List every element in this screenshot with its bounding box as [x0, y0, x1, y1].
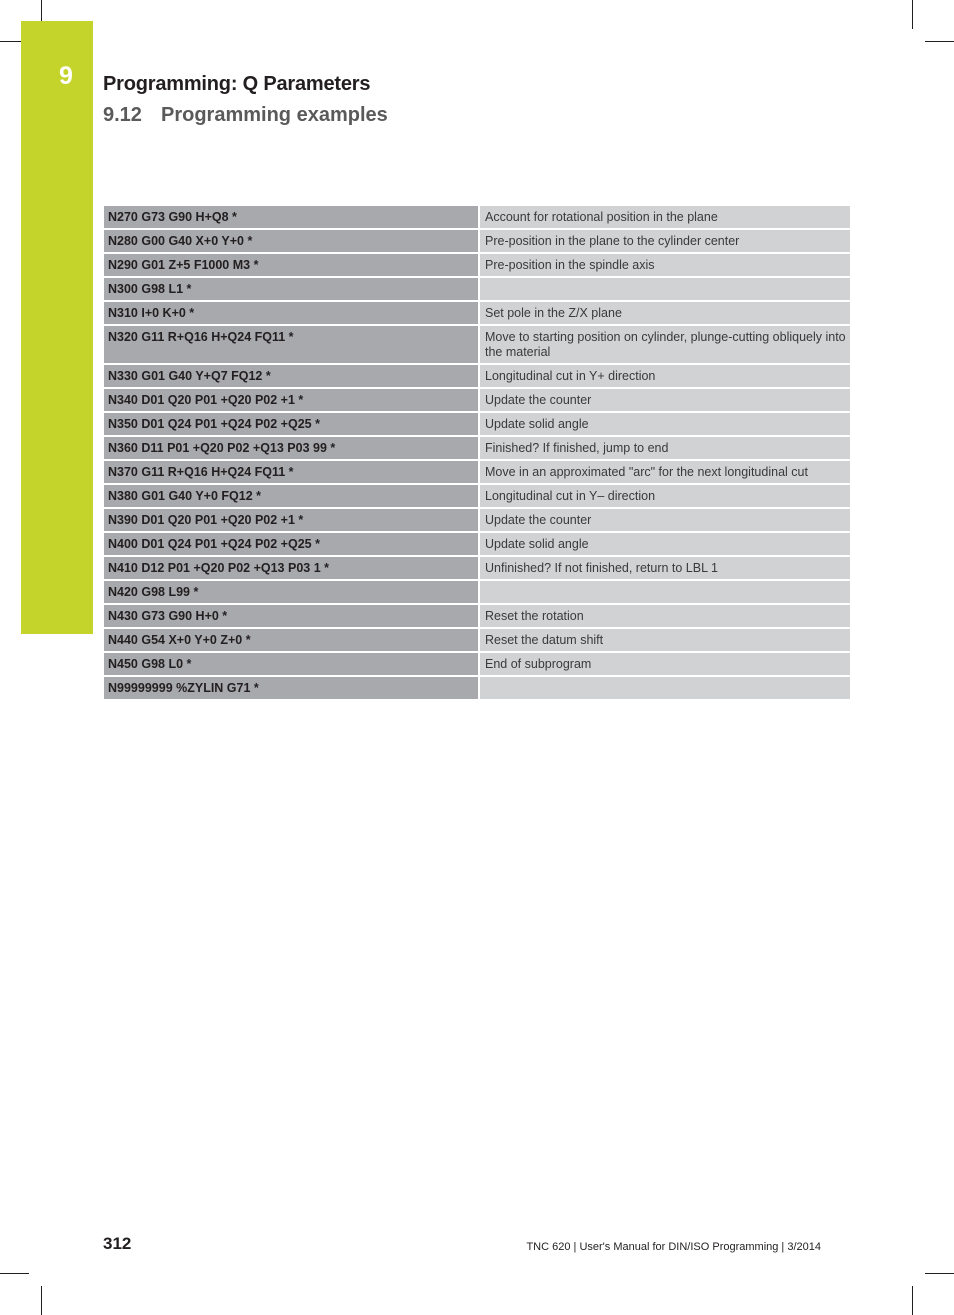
crop-mark	[912, 0, 913, 29]
crop-mark	[925, 41, 954, 42]
nc-code-cell: N320 G11 R+Q16 H+Q24 FQ11 *	[104, 326, 480, 365]
nc-code-cell: N410 D12 P01 +Q20 P02 +Q13 P03 1 *	[104, 557, 480, 581]
description-cell: Pre-position in the plane to the cylinder center	[480, 230, 850, 254]
crop-mark	[0, 1273, 29, 1274]
crop-mark	[912, 1286, 913, 1315]
program-table	[104, 206, 850, 701]
table-row	[104, 605, 850, 629]
nc-code-cell: N450 G98 L0 *	[104, 653, 480, 677]
table-row	[104, 254, 850, 278]
nc-code-cell: N370 G11 R+Q16 H+Q24 FQ11 *	[104, 461, 480, 485]
chapter-title: Programming: Q Parameters	[103, 73, 371, 95]
nc-code-cell: N300 G98 L1 *	[104, 278, 480, 302]
chapter-side-tab	[21, 21, 93, 634]
nc-code-cell: N360 D11 P01 +Q20 P02 +Q13 P03 99 *	[104, 437, 480, 461]
description-cell: Reset the datum shift	[480, 629, 850, 653]
description-cell: Set pole in the Z/X plane	[480, 302, 850, 326]
footer-manual-info: TNC 620 | User's Manual for DIN/ISO Programming | 3/2014	[526, 1241, 821, 1253]
table-row	[104, 389, 850, 413]
table-row	[104, 677, 850, 701]
table-row	[104, 509, 850, 533]
table-row	[104, 653, 850, 677]
nc-code-cell: N340 D01 Q20 P01 +Q20 P02 +1 *	[104, 389, 480, 413]
description-cell: Unfinished? If not finished, return to LBL 1	[480, 557, 850, 581]
description-cell: Update solid angle	[480, 413, 850, 437]
crop-mark	[41, 1286, 42, 1315]
table-row	[104, 629, 850, 653]
description-cell	[480, 581, 850, 605]
section-title: Programming examples	[161, 104, 388, 126]
nc-code-cell: N290 G01 Z+5 F1000 M3 *	[104, 254, 480, 278]
chapter-number: 9	[59, 62, 73, 90]
nc-code-cell: N280 G00 G40 X+0 Y+0 *	[104, 230, 480, 254]
description-cell	[480, 677, 850, 701]
table-row	[104, 557, 850, 581]
nc-code-cell: N380 G01 G40 Y+0 FQ12 *	[104, 485, 480, 509]
table-row	[104, 413, 850, 437]
page-number: 312	[103, 1234, 132, 1253]
nc-code-cell: N420 G98 L99 *	[104, 581, 480, 605]
table-row	[104, 206, 850, 230]
description-cell: Account for rotational position in the plane	[480, 206, 850, 230]
nc-code-cell: N430 G73 G90 H+0 *	[104, 605, 480, 629]
table-row	[104, 302, 850, 326]
description-cell: Update the counter	[480, 389, 850, 413]
table-row	[104, 485, 850, 509]
table-row	[104, 581, 850, 605]
description-cell: End of subprogram	[480, 653, 850, 677]
description-cell: Update solid angle	[480, 533, 850, 557]
nc-code-cell: N400 D01 Q24 P01 +Q24 P02 +Q25 *	[104, 533, 480, 557]
section-number: 9.12	[103, 104, 142, 126]
table-row	[104, 533, 850, 557]
table-row	[104, 437, 850, 461]
table-row	[104, 278, 850, 302]
table-row	[104, 461, 850, 485]
table-row	[104, 365, 850, 389]
nc-code-cell: N440 G54 X+0 Y+0 Z+0 *	[104, 629, 480, 653]
table-row	[104, 230, 850, 254]
description-cell	[480, 278, 850, 302]
nc-code-cell: N330 G01 G40 Y+Q7 FQ12 *	[104, 365, 480, 389]
table-row	[104, 326, 850, 365]
nc-code-cell: N390 D01 Q20 P01 +Q20 P02 +1 *	[104, 509, 480, 533]
nc-code-cell: N270 G73 G90 H+Q8 *	[104, 206, 480, 230]
description-cell: Reset the rotation	[480, 605, 850, 629]
crop-mark	[925, 1273, 954, 1274]
description-cell: Update the counter	[480, 509, 850, 533]
nc-code-cell: N350 D01 Q24 P01 +Q24 P02 +Q25 *	[104, 413, 480, 437]
description-cell: Move to starting position on cylinder, plunge-cutting obliquely into the material	[480, 326, 850, 365]
description-cell: Longitudinal cut in Y– direction	[480, 485, 850, 509]
description-cell: Pre-position in the spindle axis	[480, 254, 850, 278]
description-cell: Move in an approximated "arc" for the next longitudinal cut	[480, 461, 850, 485]
nc-code-cell: N99999999 %ZYLIN G71 *	[104, 677, 480, 701]
section-heading	[103, 104, 388, 127]
description-cell: Finished? If finished, jump to end	[480, 437, 850, 461]
description-cell: Longitudinal cut in Y+ direction	[480, 365, 850, 389]
nc-code-cell: N310 I+0 K+0 *	[104, 302, 480, 326]
